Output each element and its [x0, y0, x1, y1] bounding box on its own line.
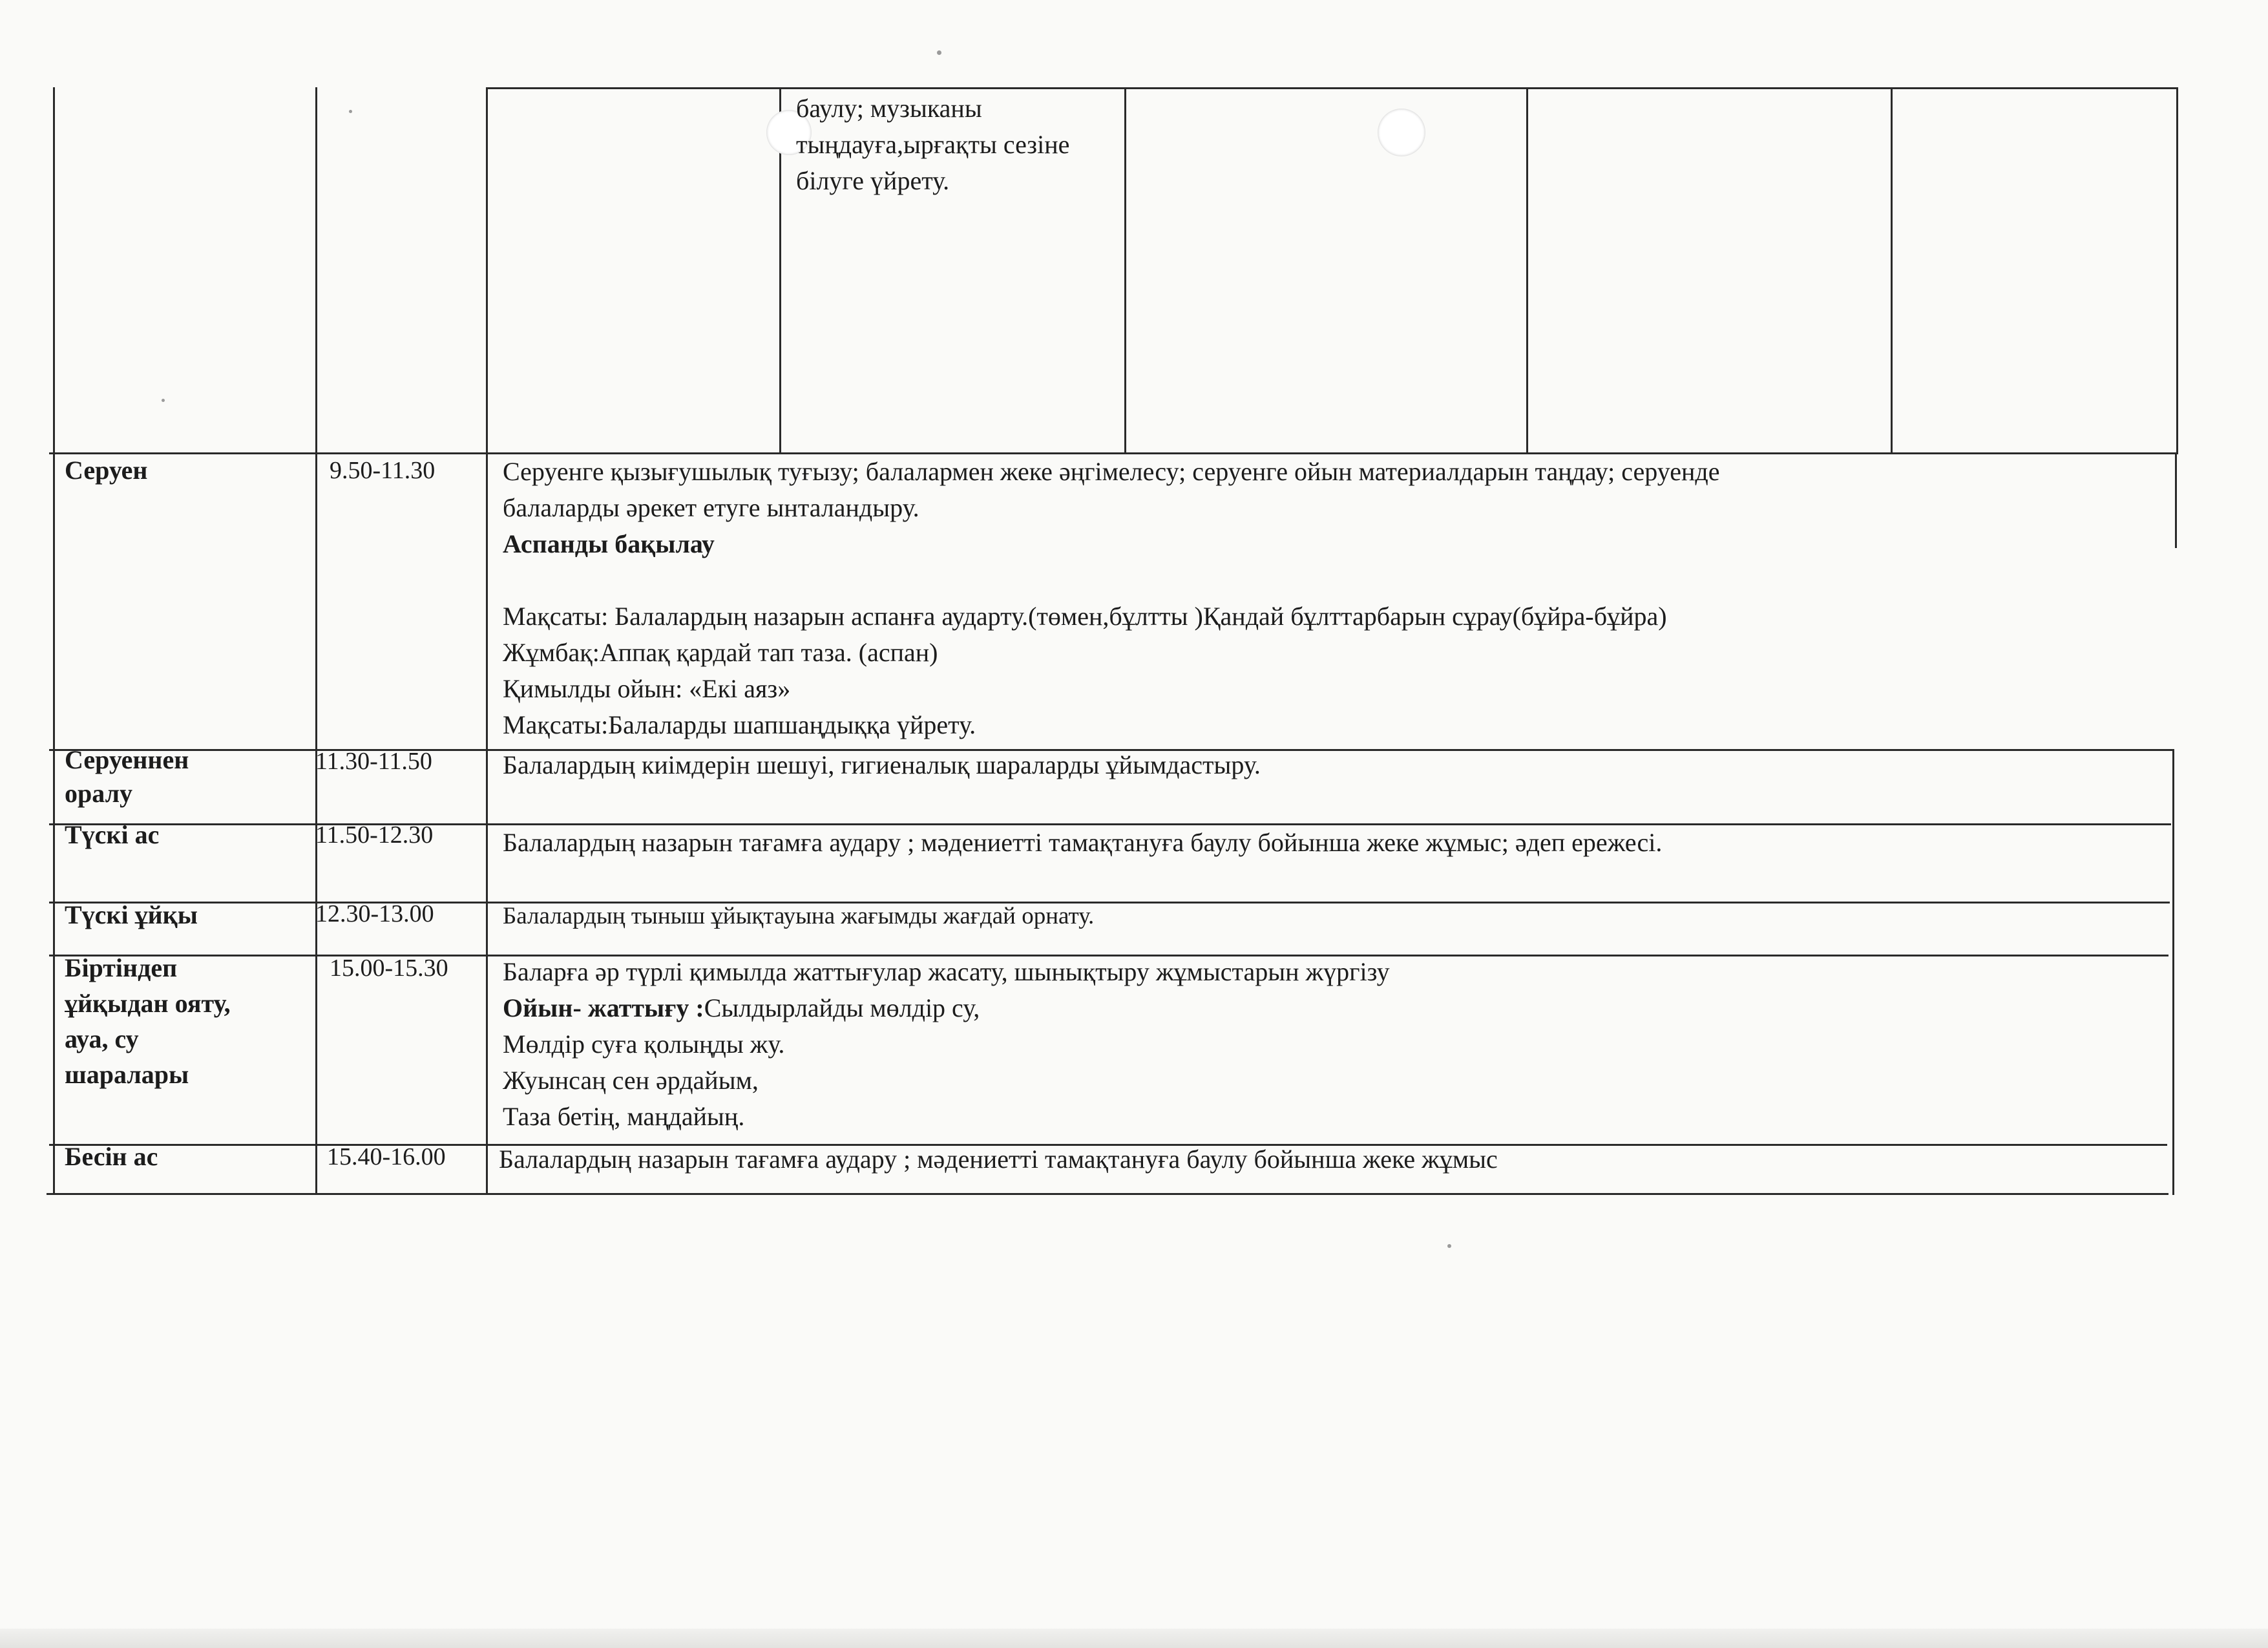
walk-detail: Жұмбақ:Аппақ қардай тап таза. (аспан)	[503, 638, 938, 667]
goal-line: білуге үйрету.	[796, 166, 950, 195]
verse-line: Жуынсаң сен әрдайым,	[503, 1066, 759, 1095]
wakeup-content	[503, 954, 2170, 1135]
walk-heading: Аспанды бақылау	[503, 529, 715, 558]
lunch-content: Балалардың назарын тағамға аудару ; мәдениетті тамақтануға баулу бойынша жеке жұмыс; әдеп ережесі.	[503, 828, 1663, 857]
wakeup-game-line	[503, 990, 2170, 1026]
scan-speck	[1447, 1244, 1451, 1248]
activity-walk: Серуен	[65, 456, 148, 485]
scan-speck	[937, 50, 941, 55]
walk-line: балаларды әрекет етуге ынталандыру.	[503, 493, 919, 522]
grid-line	[1124, 87, 1126, 454]
grid-line	[486, 87, 2178, 89]
verse-line: Таза бетің, маңдайың.	[503, 1102, 745, 1131]
grid-line	[53, 87, 55, 1194]
grid-line	[2176, 87, 2178, 454]
game-text: Сылдырлайды мөлдір су,	[704, 993, 980, 1022]
verse-line: Мөлдір суға қолыңды жу.	[503, 1030, 785, 1059]
time-lunch: 11.50-12.30	[315, 821, 434, 849]
return-content: Балалардың киімдерін шешуі, гигиеналық шараларды ұйымдастыру.	[503, 750, 1261, 779]
grid-line	[2172, 749, 2174, 1195]
walk-line: Серуенге қызығушылық туғызу; балалармен жеке әңгімелесу; серуенге ойын материалдарын таңдау; серуенде	[503, 457, 1720, 486]
game-label: Ойын- жаттығу :	[503, 993, 704, 1022]
activity-nap: Түскі ұйқы	[65, 900, 198, 929]
goal-line: тыңдауға,ырғақты сезіне	[796, 130, 1070, 159]
punch-hole	[1378, 109, 1425, 156]
grid-line	[47, 1193, 2168, 1195]
walk-content	[503, 454, 2170, 743]
walk-detail: Мақсаты:Балаларды шапшаңдыққа үйрету.	[503, 710, 976, 739]
time-return: 11.30-11.50	[315, 748, 432, 775]
grid-line	[486, 87, 488, 1194]
activity-snack: Бесін ас	[65, 1142, 158, 1171]
wakeup-line: Баларға әр түрлі қимылда жаттығулар жасату, шынықтыру жұмыстарын жүргізу	[503, 957, 1390, 986]
goal-line: баулу; музыканы	[796, 94, 982, 123]
activity-wakeup: Біртіндеп ұйқыдан ояту, ауа, су шаралары	[65, 953, 231, 1089]
walk-detail: Мақсаты: Балалардың назарын аспанға аударту.(төмен,бұлтты )Қандай бұлттарбарын сұрау(бұйра-бұйра)	[503, 602, 1667, 631]
top-row-goal-cell	[796, 90, 1122, 199]
page-bottom-edge	[0, 1629, 2268, 1648]
time-nap: 12.30-13.00	[315, 900, 434, 927]
time-wakeup: 15.00-15.30	[330, 955, 448, 982]
grid-line	[1891, 87, 1893, 454]
activity-return: Серуеннен оралу	[65, 745, 189, 808]
grid-line	[2175, 452, 2177, 548]
time-snack: 15.40-16.00	[327, 1143, 446, 1170]
grid-line	[315, 87, 317, 1194]
walk-detail: Қимылды ойын: «Екі аяз»	[503, 674, 791, 703]
scan-speck	[349, 110, 352, 113]
snack-content: Балалардың назарын тағамға аудару ; мәдениетті тамақтануға баулу бойынша жеке жұмыс	[499, 1145, 1498, 1174]
activity-lunch: Түскі ас	[65, 820, 160, 849]
grid-line	[1526, 87, 1528, 454]
scan-speck	[162, 399, 165, 402]
nap-content: Балалардың тыныш ұйықтауына жағымды жағдай орнату.	[503, 903, 1095, 929]
time-walk: 9.50-11.30	[330, 457, 436, 484]
